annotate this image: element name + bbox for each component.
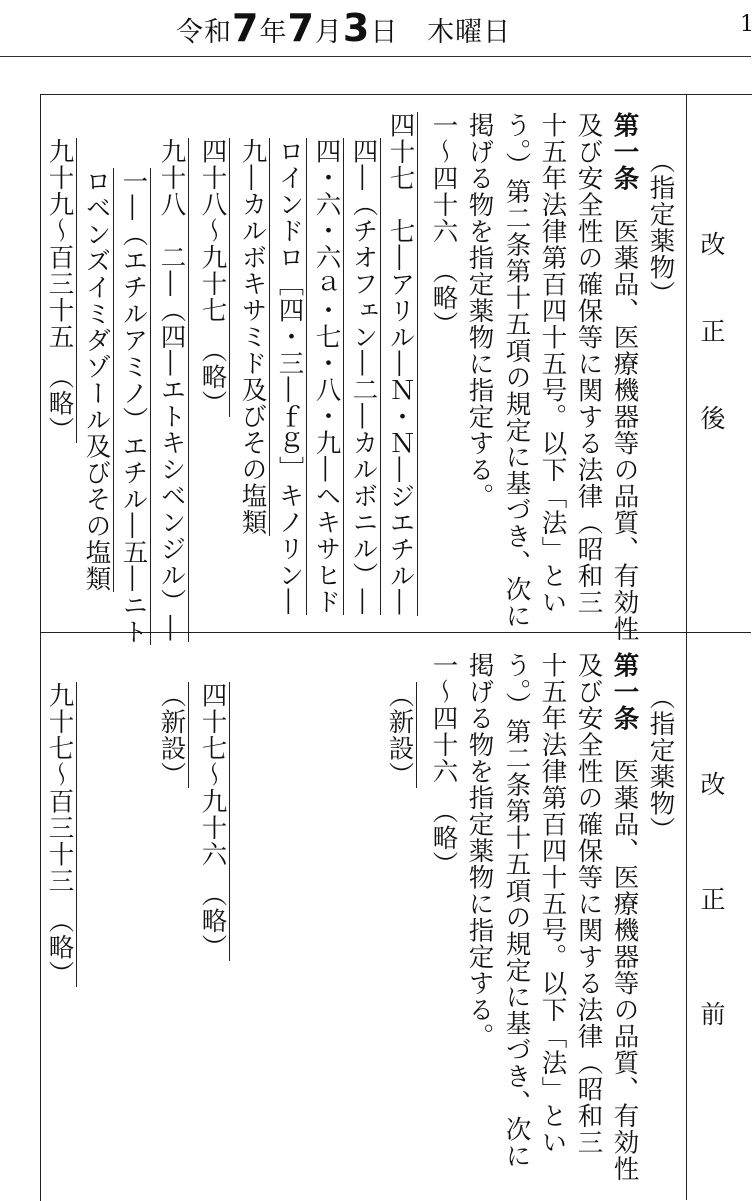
before-line-3: 十五年法律第百四十五号。以下「法」とい: [537, 652, 568, 1156]
after-item-47-line-1: [385, 112, 416, 616]
day-unit: 日: [370, 17, 399, 48]
after-line-2: 及び安全性の確保等に関する法律（昭和三: [573, 112, 604, 616]
after-item-47-line-2: [348, 138, 379, 615]
after-item-47-text-2: 四―（チオフェン―二―カルボニル）―: [348, 138, 379, 615]
after-item-98-line-3: [81, 168, 112, 592]
before-line-2: 及び安全性の確保等に関する法律（昭和三: [573, 652, 604, 1156]
weekday: 木曜日: [427, 17, 512, 48]
after-item-47-line-3: [311, 138, 342, 615]
after-article-line-1: [609, 112, 640, 642]
before-article-label: 第一条: [609, 652, 640, 732]
label-column-divider: [686, 94, 687, 1200]
before-item-97-133: [44, 682, 75, 988]
before-item-97-133-text: 九十七～百三十三 （略）: [44, 682, 75, 988]
after-item-98-line-2: [118, 168, 149, 645]
label-before-char-2: 正: [700, 885, 726, 914]
after-line-4: う。）第二条第十五項の規定に基づき、次に: [501, 112, 532, 630]
after-item-98-text-2: 一―（エチルアミノ）エチル―五―ニト: [118, 168, 149, 645]
year-number: 7: [232, 6, 260, 50]
before-item-47-96-text: 四十七～九十六 （略）: [197, 682, 228, 961]
after-item-47-text-3: 四・六・六ａ・七・八・九―ヘキサヒド: [311, 138, 342, 615]
year-unit: 年: [259, 17, 288, 48]
label-after-char-3: 後: [700, 404, 726, 433]
month-number: 7: [287, 6, 315, 50]
before-line-5: 掲げる物を指定薬物に指定する。: [464, 652, 495, 1050]
page-header: [0, 0, 754, 57]
after-item-47-text-1: 四十七 七―アリル―Ｎ・Ｎ―ジエチル―: [385, 112, 416, 616]
after-item-48-97: [197, 138, 228, 417]
before-line-4: う。）第二条第十五項の規定に基づき、次に: [501, 652, 532, 1170]
before-new-1-text: （新設）: [384, 682, 415, 788]
label-before-char-1: 改: [700, 770, 726, 799]
before-article-line-1: [609, 652, 640, 1182]
after-item-98-line-1: [156, 138, 187, 642]
before-item-1-46: 一～四十六 （略）: [428, 652, 459, 878]
label-after-char-2: 正: [700, 317, 726, 346]
before-new-2-text: （新設）: [156, 682, 187, 788]
after-heading: （指定薬物）: [645, 148, 676, 307]
after-item-48-97-text: 四十八～九十七 （略）: [197, 138, 228, 417]
before-line-1: 医薬品、医療機器等の品質、有効性: [609, 758, 640, 1182]
before-item-47-96: [197, 682, 228, 961]
label-after: [698, 232, 728, 431]
month-unit: 月: [314, 17, 343, 48]
after-item-47-text-4: ロインドロ［四・三―ｆｇ］キノリン―: [274, 138, 305, 615]
after-item-98-text-3: ロベンズイミダゾール及びその塩類: [81, 168, 112, 592]
label-before-char-3: 前: [700, 1000, 726, 1029]
label-after-char-1: 改: [700, 230, 726, 259]
after-item-1-46: 一～四十六 （略）: [428, 112, 459, 338]
after-line-5: 掲げる物を指定薬物に指定する。: [464, 112, 495, 510]
after-item-47-text-5: 九―カルボキサミド及びその塩類: [237, 138, 268, 536]
after-item-99-135-text: 九十九～百三十五 （略）: [44, 138, 75, 444]
after-item-98-text-1: 九十八 二―（四―エトキシベンジル）―: [156, 138, 187, 642]
page-number-edge: 1: [740, 12, 754, 37]
after-item-99-135: [44, 138, 75, 444]
after-line-1: 医薬品、医療機器等の品質、有効性: [609, 218, 640, 642]
before-heading: （指定薬物）: [645, 684, 676, 843]
era: 令和: [176, 17, 232, 48]
day-number: 3: [342, 6, 371, 50]
after-line-3: 十五年法律第百四十五号。以下「法」とい: [537, 112, 568, 616]
after-article-label: 第一条: [609, 112, 640, 192]
before-new-1: [384, 682, 415, 788]
gazette-date: [176, 6, 511, 50]
after-item-47-line-4: [274, 138, 305, 615]
after-item-47-line-5: [237, 138, 268, 536]
label-before: [698, 772, 728, 1027]
before-new-2: [156, 682, 187, 788]
